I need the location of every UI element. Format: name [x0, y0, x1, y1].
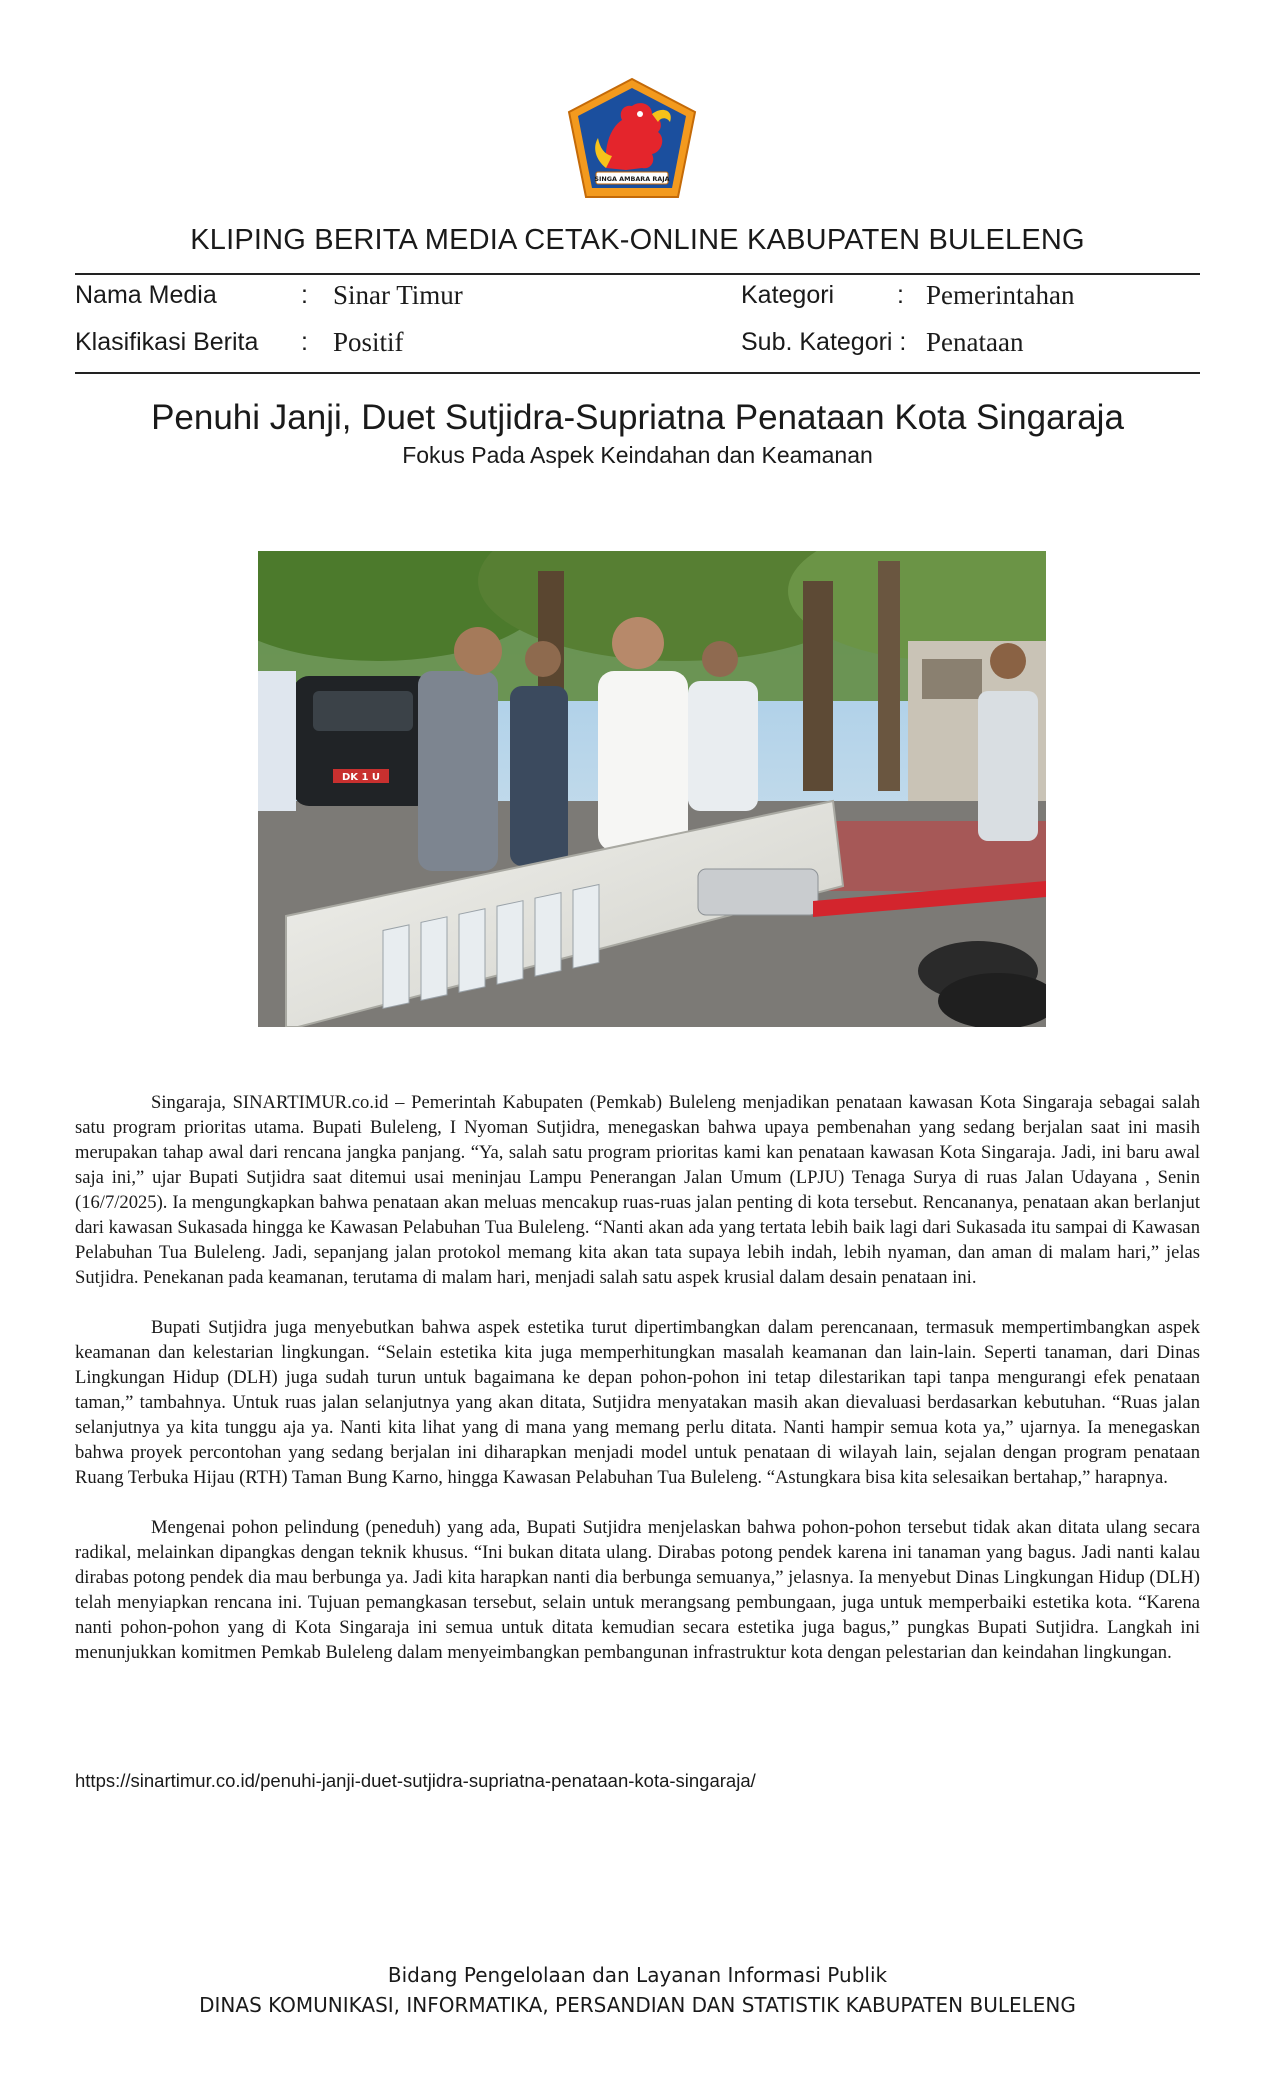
- news-photo: [258, 551, 1046, 1027]
- article-subheadline: Fokus Pada Aspek Keindahan dan Keamanan: [402, 442, 873, 468]
- media-label: Nama Media: [75, 281, 217, 309]
- subkategori-value: Penataan: [926, 327, 1024, 357]
- article-paragraph-3: Mengenai pohon pelindung (peneduh) yang ada, Bupati Sutjidra menjelaskan bahwa pohon-pohon tersebut tidak akan ditata ulang secara radikal, melainkan dipangkas dengan teknik khusus. “Ini bukan ditata ulang. Dirabas potong pendek karena ini tanaman yang bagus. Jadi nanti kalau dirabas potong pendek dia mau berbunga ya. Jadi kita harapkan nanti dia berbunga semuanya,” jelasnya. Ia menyebut Dinas Lingkungan Hidup (DLH) telah menyiapkan rencana ini. Tujuan pemangkasan tersebut, selain untuk merangsang pembungaan, juga untuk memperbaiki estetika kota. “Karena nanti pohon-pohon yang di Kota Singaraja ini semua untuk ditata kemudian secara estetika juga bagus,” pungkas Bupati Sutjidra. Langkah ini menunjukkan komitmen Pemkab Buleleng dalam menyeimbangkan pembangunan infrastruktur kota dengan pelestarian dan keindahan lingkungan.: [75, 1517, 1200, 1663]
- footer-division: Bidang Pengelolaan dan Layanan Informasi Publik: [387, 1963, 888, 1987]
- klasifikasi-label: Klasifikasi Berita: [75, 328, 259, 356]
- divider-top: [75, 273, 1200, 275]
- media-value: Sinar Timur: [333, 280, 463, 310]
- klasifikasi-value: Positif: [333, 327, 404, 357]
- car-plate: DK 1 U: [341, 772, 381, 783]
- klasifikasi-separator: :: [301, 328, 308, 356]
- media-separator: :: [301, 281, 308, 309]
- buleleng-crest-logo: [566, 76, 698, 200]
- news-photo-illustration: [258, 551, 1046, 1027]
- document-title: KLIPING BERITA MEDIA CETAK-ONLINE KABUPATEN BULELENG: [190, 224, 1085, 256]
- article-headline: Penuhi Janji, Duet Sutjidra-Supriatna Penataan Kota Singaraja: [151, 398, 1124, 437]
- article-body: [75, 1090, 1200, 1690]
- logo-motto: SINGA AMBARA RAJA: [594, 175, 670, 183]
- kategori-label: Kategori: [741, 281, 835, 309]
- subkategori-label: Sub. Kategori :: [741, 328, 907, 356]
- kategori-value: Pemerintahan: [926, 280, 1075, 310]
- kategori-separator: :: [897, 281, 904, 309]
- article-paragraph-1: Singaraja, SINARTIMUR.co.id – Pemerintah Kabupaten (Pemkab) Buleleng menjadikan penataan kawasan Kota Singaraja sebagai salah satu program prioritas utama. Bupati Buleleng, I Nyoman Sutjidra, menegaskan bahwa upaya pembenahan yang sedang berjalan saat ini masih merupakan tahap awal dari rencana jangka panjang. “Ya, salah satu program prioritas kami kan penataan kawasan Kota Singaraja. Jadi, ini baru awal saja ini,” ujar Bupati Sutjidra saat ditemui usai meninjau Lampu Penerangan Jalan Umum (LPJU) Tenaga Surya di ruas Jalan Udayana , Senin (16/7/2025). Ia mengungkapkan bahwa penataan akan meluas mencakup ruas-ruas jalan penting di kota tersebut. Rencananya, penataan akan berlanjut dari kawasan Sukasada hingga ke Kawasan Pelabuhan Tua Buleleng. “Nanti akan ada yang tertata lebih baik lagi dari Sukasada itu sampai di Kawasan Pelabuhan Tua Buleleng. Jadi, sepanjang jalan protokol memang kita akan tata supaya lebih indah, lebih nyaman, dan aman di malam hari,” jelas Sutjidra. Penekanan pada keamanan, terutama di malam hari, menjadi salah satu aspek krusial dalam desain penataan ini.: [75, 1092, 1200, 1288]
- footer-agency: DINAS KOMUNIKASI, INFORMATIKA, PERSANDIAN DAN STATISTIK KABUPATEN BULELENG: [199, 1993, 1076, 2017]
- divider-bottom: [75, 372, 1200, 374]
- article-paragraph-2: Bupati Sutjidra juga menyebutkan bahwa aspek estetika turut dipertimbangkan dalam perencanaan, termasuk mempertimbangkan aspek keamanan dan kelestarian lingkungan. “Selain estetika kita juga memperhitungkan masalah keamanan dan lain-lain. Seperti tanaman, dari Dinas Lingkungan Hidup (DLH) juga sudah turun untuk bagaimana ke depan pohon-pohon ini tetap dilestarikan tapi tanpa mengurangi efek penataan taman,” tambahnya. Untuk ruas jalan selanjutnya yang akan ditata, Sutjidra menyatakan masih akan dievaluasi berdasarkan kebutuhan. “Ruas jalan selanjutnya ya kita tunggu aja ya. Nanti kita lihat yang di mana yang memang perlu ditata. Nanti hampir semua kota ya,” ujarnya. Ia menegaskan bahwa proyek percontohan yang sedang berjalan ini diharapkan menjadi model untuk penataan di wilayah lain, sejalan dengan program penataan Ruang Terbuka Hijau (RTH) Taman Bung Karno, hingga Kawasan Pelabuhan Tua Buleleng. “Astungkara bisa kita selesaikan bertahap,” harapnya.: [75, 1317, 1200, 1488]
- source-link[interactable]: https://sinartimur.co.id/penuhi-janji-duet-sutjidra-supriatna-penataan-kota-singaraja/: [75, 1770, 756, 1791]
